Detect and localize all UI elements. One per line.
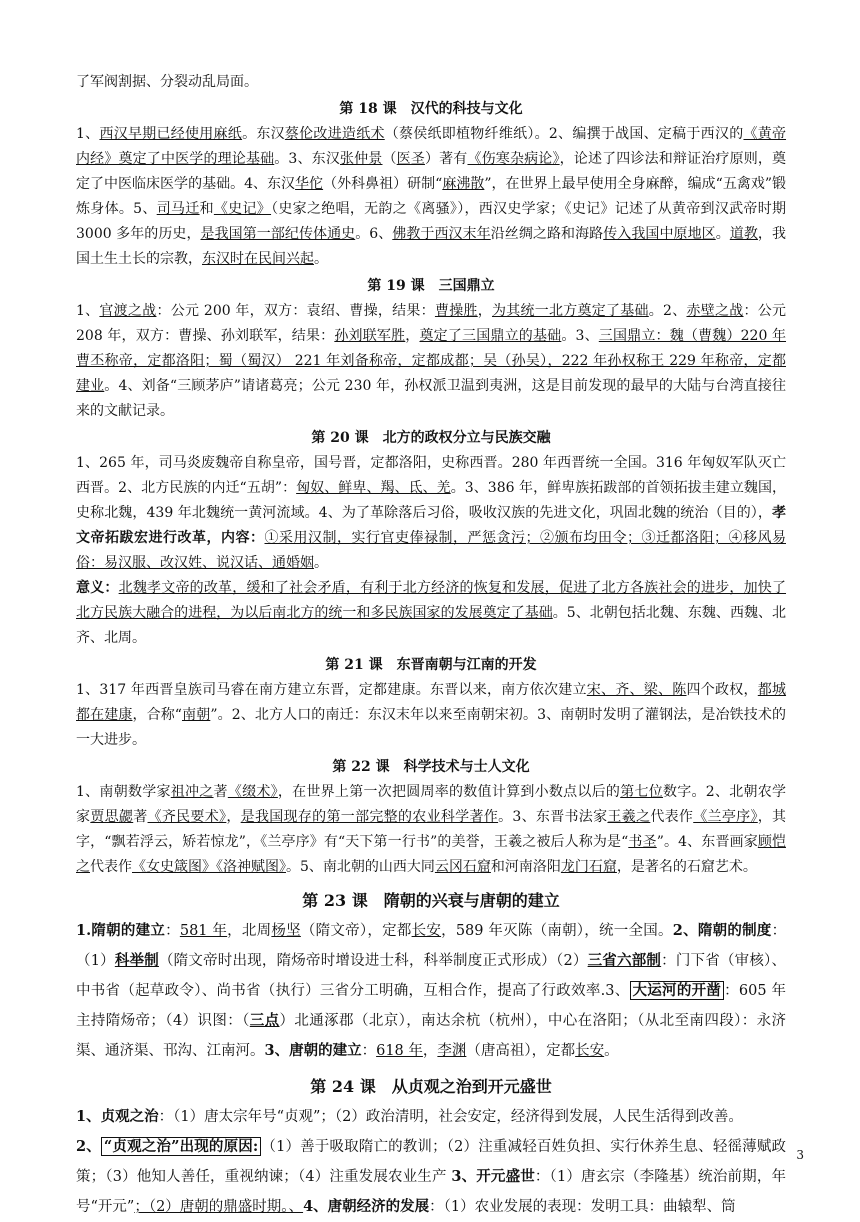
- lesson-20-title: 第 20 课 北方的政权分立与民族交融: [311, 430, 551, 446]
- lesson-19-body: 1、官渡之战：公元 200 年，双方：袁绍、曹操，结果：曹操胜，为其统一北方奠定了基础。2、赤壁之战：公元 208 年，双方：曹操、孙刘联军，结果：孙刘联军胜，奠定了三国鼎立的基础。3、三国鼎立：魏（曹魏）220 年曹丕称帝，定都洛阳；蜀（蜀汉） 221 年刘备称帝，定都成都；吴（孙吴），222 年孙权称王 229 年称帝，定都建业。4、刘备“三顾茅庐”请诸葛亮；公元 230 年，孙权派卫温到夷洲，这是目前发现的最早的大陆与台湾直接往来的文献记录。: [76, 303, 787, 419]
- lesson-22-body: 1、南朝数学家祖冲之著《缀术》，在世界上第一次把圆周率的数值计算到小数点以后的第七位数字。2、北朝农学家贾思勰著《齐民要术》，是我国现存的第一部完整的农业科学著作。3、东晋书法家王羲之代表作《兰亭序》，其字，“飘若浮云，矫若惊龙”，《兰亭序》有“天下第一行书”的美誉，王羲之被后人称为是“书圣”。4、东晋画家顾恺之代表作《女史箴图》《洛神赋图》。5、南北朝的山西大同云冈石窟和河南洛阳龙门石窟，是著名的石窟艺术。: [76, 784, 787, 875]
- lesson-21-body: 1、317 年西晋皇族司马睿在南方建立东晋，定都建康。东晋以来，南方依次建立宋、齐、梁、陈四个政权，都城都在建康，合称“南朝”。2、北方人口的南迁：东汉末年以来至南朝宋初。3、南朝时发明了灌钢法，是冶铁技术的一大进步。: [76, 682, 787, 748]
- page-number: 3: [796, 1148, 804, 1162]
- lesson-24-body: 2、 “贞观之治”出现的原因: （1）善于吸取隋亡的教训；（2）注重减轻百姓负担、实行休养生息、轻徭薄赋政策；（3）他知人善任，重视纳谏；（4）注重发展农业生产 3、开元盛世：（1）唐玄宗（李隆基）统治前期，年号“开元”；（2）唐朝的鼎盛时期。、4、唐朝经济的发展：（1）农业发展的表现：发明工具：曲辕犁、筒: [76, 1138, 786, 1215]
- lesson-24-section: [76, 1072, 786, 1222]
- lesson-18-title: 第 18 课 汉代的科技与文化: [339, 101, 523, 117]
- lesson-20-body: 1、265 年，司马炎废魏帝自称皇帝，国号晋，定都洛阳，史称西晋。280 年西晋统一全国。316 年匈奴军队灭亡西晋。2、北方民族的内迁“五胡”：匈奴、鲜卑、羯、氐、羌。3、386 年，鲜卑族拓跋部的首领拓拔圭建立魏国，史称北魏，439 年北魏统一黄河流域。4、为了革除落后习俗，吸收汉族的先进文化，巩固北魏的统治（目的），孝文帝拓跋宏进行改革，内容：①采用汉制，实行官吏俸禄制，严惩贪污；②颁布均田令；③迁都洛阳；④移风易俗：易汉服、改汉姓、说汉话、通婚姻。: [76, 455, 786, 571]
- lesson-23-body: 1.隋朝的建立：581 年，北周杨坚（隋文帝），定都长安，589 年灭陈（南朝），统一全国。2、隋朝的制度：（1）科举制（隋文帝时出现，隋炀帝时增设进士科，科举制度正式形成）（2）三省六部制：门下省（审核）、中书省（起草政令）、尚书省（执行）三省分工明确，互相合作，提高了行政效率.3、 大运河的开凿 ：605 年主持隋炀帝；（4）识图：（三点）北通涿郡（北京），南达余杭（杭州），中心在洛阳；（从北至南四段）：永济渠、通济渠、邗沟、江南河。3、唐朝的建立：618 年，李渊（唐高祖），定都长安。: [76, 922, 787, 1059]
- lesson-24-point-1: 1、贞观之治：（1）唐太宗年号“贞观”；（2）政治清明，社会安定，经济得到发展，人民生活得到改善。: [76, 1108, 743, 1125]
- document-page: [76, 70, 786, 1222]
- lesson-21-title: 第 21 课 东晋南朝与江南的开发: [325, 657, 537, 673]
- lesson-23-title: 第 23 课 隋朝的兴衰与唐朝的建立: [302, 891, 560, 910]
- lesson-20-significance: 意义：北魏孝文帝的改革，缓和了社会矛盾，有利于北方经济的恢复和发展，促进了北方各族社会的进步，加快了北方民族大融合的进程，为以后南北方的统一和多民族国家的发展奠定了基础。5、北朝包括北魏、东魏、西魏、北齐、北周。: [76, 580, 787, 646]
- lesson-23-section: [76, 886, 786, 1066]
- lesson-19-title: 第 19 课 三国鼎立: [367, 278, 495, 294]
- lesson-22-title: 第 22 课 科学技术与士人文化: [332, 759, 530, 775]
- intro-text: 了军阀割据、分裂动乱局面。: [76, 74, 258, 90]
- lesson-18-body: 1、西汉早期已经使用麻纸。东汉蔡伦改进造纸术（蔡侯纸即植物纤维纸）。2、编撰于战国、定稿于西汉的《黄帝内经》奠定了中医学的理论基础。3、东汉张仲景（医圣）著有《伤寒杂病论》，论述了四诊法和辩证治疗原则，奠定了中医临床医学的基础。4、东汉华佗（外科鼻祖）研制“麻沸散”，在世界上最早使用全身麻醉，编成“五禽戏”锻炼身体。5、司马迁和《史记》（史家之绝唱，无韵之《离骚》），西汉史学家；《史记》记述了从黄帝到汉武帝时期 3000 多年的历史，是我国第一部纪传体通史。6、佛教于西汉末年沿丝绸之路和海路传入我国中原地区。道教，我国土生土长的宗教，东汉时在民间兴起。: [76, 126, 787, 267]
- lesson-24-title: 第 24 课 从贞观之治到开元盛世: [310, 1077, 552, 1096]
